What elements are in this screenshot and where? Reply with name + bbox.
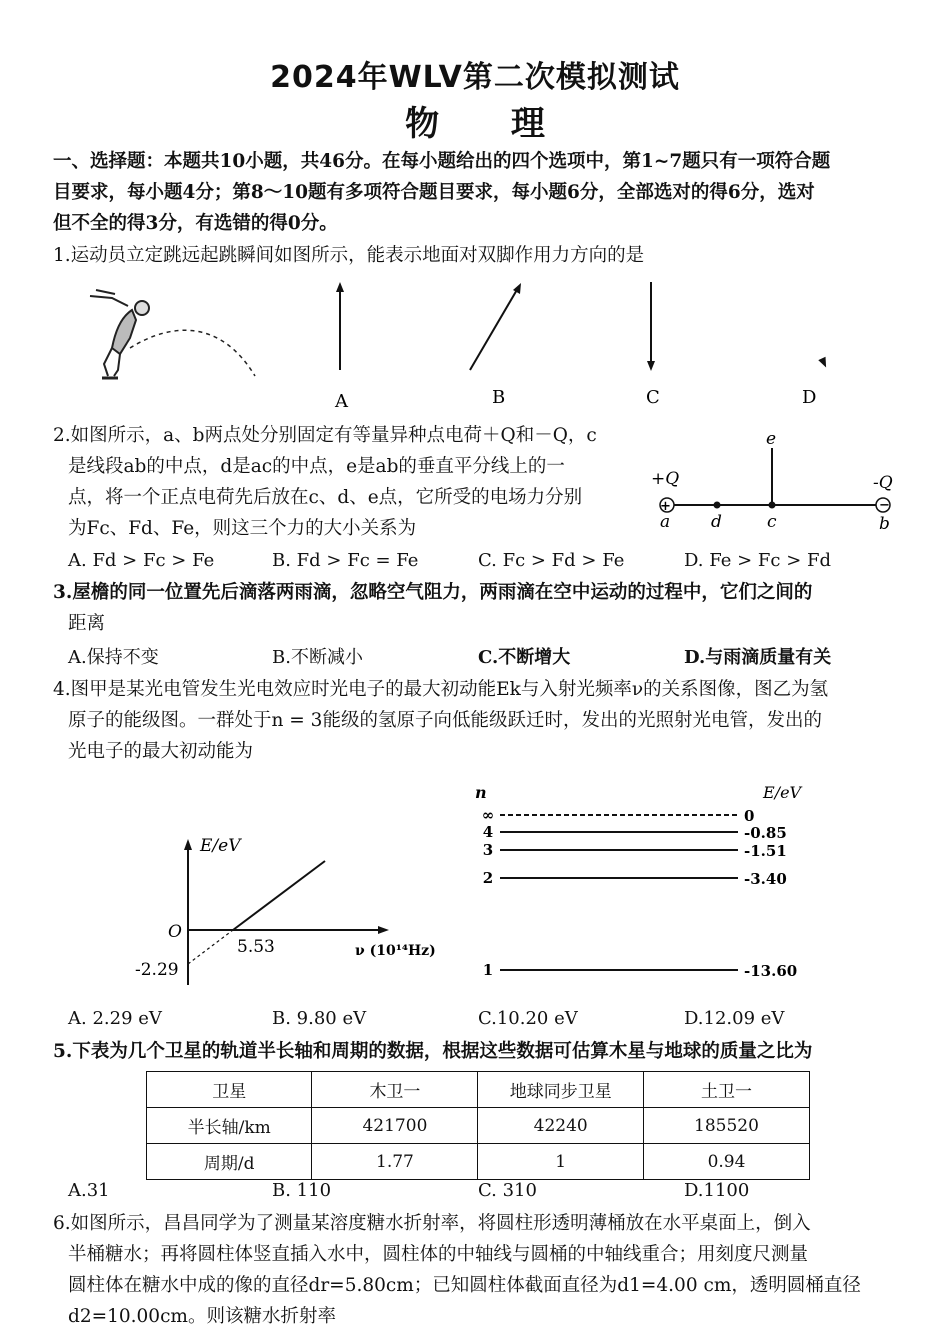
- q5-option-b: B. 110: [272, 1180, 332, 1201]
- energy-level-value: -3.40: [744, 870, 787, 888]
- q5-option-d: D.1100: [684, 1180, 750, 1201]
- label-d: d: [711, 512, 722, 532]
- graph-ylabel: E/eV: [200, 836, 241, 856]
- q4-line: 4.图甲是某光电管发生光电效应时光电子的最大初动能Ek与入射光频率ν的关系图像，图乙为氢: [53, 679, 829, 700]
- q6-stem: [53, 1208, 913, 1332]
- subject-title: 物 理: [405, 104, 575, 144]
- q2-option-c: C. Fc > Fd > Fe: [478, 550, 625, 571]
- exam-title: 2024年WLV第二次模拟测试: [270, 60, 680, 95]
- svg-text:+: +: [660, 499, 671, 514]
- table-header-row: [147, 1072, 810, 1108]
- q6-line: 6.如图所示，昌昌同学为了测量某溶度糖水折射率，将圆柱形透明薄桶放在水平桌面上，倒入: [53, 1213, 811, 1234]
- label-e: e: [766, 429, 777, 449]
- energy-level-value: 0: [744, 807, 755, 825]
- point-c: [769, 502, 776, 509]
- q6-line: 半桶糖水；再将圆柱体竖直插入水中，圆柱体的中轴线与圆桶的中轴线重合；用刻度尺测量: [68, 1244, 809, 1265]
- table-row: [147, 1144, 810, 1180]
- label-c: c: [767, 512, 777, 532]
- q2-option-b: B. Fd > Fc = Fe: [272, 550, 419, 571]
- q4-line: 光电子的最大初动能为: [68, 741, 254, 762]
- option-a-label: A: [335, 391, 348, 412]
- q5-stem: 5.下表为几个卫星的轨道半长轴和周期的数据，根据这些数据可估算木星与地球的质量之比为: [53, 1041, 813, 1062]
- instruction-line: 一、选择题：本题共10小题，共46分。在每小题给出的四个选项中，第1~7题只有一项符合题: [53, 151, 831, 172]
- table-header-cell: 土卫一: [644, 1072, 810, 1108]
- option-d-label: D: [802, 387, 817, 408]
- energy-level-n: 2: [482, 869, 494, 887]
- graph-y-intercept: -2.29: [135, 960, 179, 980]
- q1-stem: 1.运动员立定跳远起跳瞬间如图所示，能表示地面对双脚作用力方向的是: [53, 245, 645, 266]
- table-header-cell: 卫星: [147, 1072, 312, 1108]
- q3-option-a: A.保持不变: [68, 647, 159, 668]
- ek-line: [233, 861, 325, 930]
- energy-level-value: -0.85: [744, 824, 787, 842]
- q4-energy-levels: [470, 780, 820, 990]
- q3-line: 距离: [68, 613, 106, 634]
- q3-option-c: C.不断增大: [478, 647, 571, 668]
- table-header-cell: 木卫一: [312, 1072, 478, 1108]
- q4-line: 原子的能级图。一群处于n = 3能级的氢原子向低能级跃迁时，发出的光照射光电管，发出的: [68, 710, 822, 731]
- option-d-arrow: [818, 357, 829, 369]
- table-cell: 半长轴/km: [147, 1108, 312, 1144]
- q2-figure: [645, 428, 910, 538]
- q2-line: 为Fc、Fd、Fe，则这三个力的大小关系为: [68, 518, 417, 539]
- instruction-line: 目要求，每小题4分；第8～10题有多项符合题目要求，每小题6分，全部选对的得6分，选对: [53, 182, 815, 203]
- q4-ek-graph: [125, 825, 445, 995]
- energy-level-n: 1: [482, 961, 494, 979]
- pos-charge-label: +Q: [651, 469, 680, 489]
- q4-option-b: B. 9.80 eV: [272, 1008, 367, 1029]
- label-b: b: [879, 514, 890, 534]
- q1-figure: [60, 278, 900, 413]
- q3-option-d: D.与雨滴质量有关: [684, 647, 832, 668]
- q6-line: 圆柱体在糖水中成的像的直径dr=5.80cm；已知圆柱体截面直径为d1=4.00 cm，透明圆桶直径: [68, 1275, 861, 1296]
- option-b-label: B: [492, 387, 506, 408]
- option-b-arrow: [470, 283, 521, 370]
- q2-line: 2.如图所示，a、b两点处分别固定有等量异种点电荷＋Q和－Q，c: [53, 425, 597, 446]
- option-c-label: C: [646, 387, 660, 408]
- point-d: [714, 502, 721, 509]
- q3-stem: [53, 577, 913, 639]
- q3-line: 3.屋檐的同一位置先后滴落两雨滴，忽略空气阻力，两雨滴在空中运动的过程中，它们之间的: [53, 582, 813, 603]
- table-cell: 0.94: [644, 1144, 810, 1180]
- q4-option-a: A. 2.29 eV: [68, 1008, 162, 1029]
- q4-option-c: C.10.20 eV: [478, 1008, 578, 1029]
- option-c-arrow: [647, 282, 655, 371]
- energy-level-n: ∞: [481, 806, 495, 824]
- q5-option-a: A.31: [68, 1180, 110, 1201]
- neg-charge-label: -Q: [873, 473, 893, 493]
- table-cell: 1: [478, 1144, 644, 1180]
- table-cell: 周期/d: [147, 1144, 312, 1180]
- graph-x-intercept: 5.53: [237, 937, 275, 957]
- energy-level-value: -13.60: [744, 962, 798, 980]
- energy-level-n: 4: [482, 823, 494, 841]
- table-row: [147, 1108, 810, 1144]
- table-cell: 1.77: [312, 1144, 478, 1180]
- table-cell: 42240: [478, 1108, 644, 1144]
- svg-text:−: −: [879, 498, 890, 513]
- q3-option-b: B.不断减小: [272, 647, 363, 668]
- table-cell: 185520: [644, 1108, 810, 1144]
- q2-option-d: D. Fe > Fc > Fd: [684, 550, 832, 571]
- q6-line: d2=10.00cm。则该糖水折射率: [68, 1306, 336, 1327]
- q4-option-d: D.12.09 eV: [684, 1008, 785, 1029]
- q5-option-c: C. 310: [478, 1180, 537, 1201]
- option-a-arrow: [336, 282, 344, 370]
- table-header-cell: 地球同步卫星: [478, 1072, 644, 1108]
- jumper-illustration: [90, 290, 255, 378]
- levels-n-label: n: [475, 783, 487, 802]
- graph-xlabel: ν (10¹⁴Hz): [355, 943, 436, 959]
- levels-e-label: E/eV: [763, 783, 802, 802]
- energy-level-n: 3: [482, 841, 494, 859]
- satellite-table: [146, 1071, 810, 1180]
- graph-origin: O: [168, 922, 182, 942]
- q2-stem: [53, 420, 643, 544]
- section-instructions: [53, 146, 913, 239]
- label-a: a: [660, 512, 671, 532]
- q4-stem: [53, 674, 913, 767]
- ek-extension: [188, 930, 233, 964]
- level-lines: [482, 806, 797, 980]
- q2-option-a: A. Fd > Fc > Fe: [68, 550, 215, 571]
- q2-line: 是线段ab的中点，d是ac的中点，e是ab的垂直平分线上的一: [68, 456, 565, 477]
- energy-level-value: -1.51: [744, 842, 787, 860]
- instruction-line: 但不全的得3分，有选错的得0分。: [53, 213, 338, 234]
- q2-line: 点，将一个正点电荷先后放在c、d、e点，它所受的电场力分别: [68, 487, 583, 508]
- table-cell: 421700: [312, 1108, 478, 1144]
